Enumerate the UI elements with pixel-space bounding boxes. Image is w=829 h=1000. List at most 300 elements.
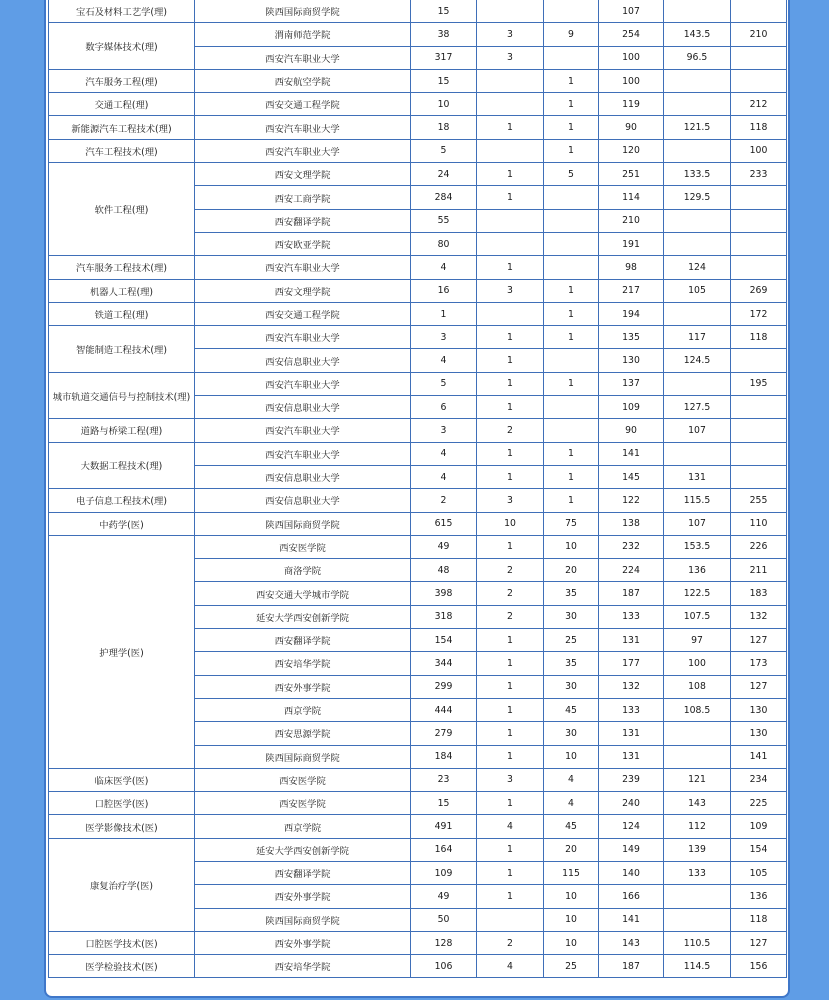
school-cell: 西安外事学院 bbox=[195, 885, 411, 908]
value-cell-7: 110.5 bbox=[664, 931, 731, 954]
value-cell-7: 114.5 bbox=[664, 955, 731, 978]
school-cell: 延安大学西安创新学院 bbox=[195, 838, 411, 861]
value-cell-8: 127 bbox=[731, 629, 787, 652]
value-cell-8: 234 bbox=[731, 768, 787, 791]
value-cell-5: 30 bbox=[544, 675, 599, 698]
admission-table bbox=[48, 0, 787, 978]
value-cell-8 bbox=[731, 256, 787, 279]
value-cell-8: 183 bbox=[731, 582, 787, 605]
value-cell-8 bbox=[731, 465, 787, 488]
value-cell-7 bbox=[664, 302, 731, 325]
value-cell-8 bbox=[731, 396, 787, 419]
school-cell: 西安文理学院 bbox=[195, 279, 411, 302]
plan-count-cell: 344 bbox=[411, 652, 477, 675]
value-cell-6: 143 bbox=[599, 931, 664, 954]
value-cell-8: 105 bbox=[731, 861, 787, 884]
value-cell-4: 1 bbox=[477, 442, 544, 465]
value-cell-6: 100 bbox=[599, 69, 664, 92]
school-cell: 西安汽车职业大学 bbox=[195, 116, 411, 139]
value-cell-6: 251 bbox=[599, 163, 664, 186]
plan-count-cell: 55 bbox=[411, 209, 477, 232]
plan-count-cell: 128 bbox=[411, 931, 477, 954]
table-row bbox=[49, 93, 787, 116]
school-cell: 西安翻译学院 bbox=[195, 209, 411, 232]
school-cell: 陕西国际商贸学院 bbox=[195, 512, 411, 535]
value-cell-5: 25 bbox=[544, 955, 599, 978]
value-cell-6: 232 bbox=[599, 535, 664, 558]
value-cell-8 bbox=[731, 442, 787, 465]
value-cell-5 bbox=[544, 349, 599, 372]
value-cell-5: 4 bbox=[544, 768, 599, 791]
major-cell: 口腔医学技术(医) bbox=[49, 931, 195, 954]
plan-count-cell: 3 bbox=[411, 419, 477, 442]
value-cell-4: 1 bbox=[477, 396, 544, 419]
school-cell: 西安航空学院 bbox=[195, 69, 411, 92]
plan-count-cell: 15 bbox=[411, 792, 477, 815]
value-cell-5: 1 bbox=[544, 69, 599, 92]
value-cell-7: 127.5 bbox=[664, 396, 731, 419]
value-cell-6: 194 bbox=[599, 302, 664, 325]
value-cell-5: 10 bbox=[544, 908, 599, 931]
value-cell-7: 97 bbox=[664, 629, 731, 652]
value-cell-6: 191 bbox=[599, 232, 664, 255]
table-row bbox=[49, 838, 787, 861]
value-cell-8: 225 bbox=[731, 792, 787, 815]
school-cell: 西安培华学院 bbox=[195, 652, 411, 675]
value-cell-7: 117 bbox=[664, 326, 731, 349]
major-cell: 新能源汽车工程技术(理) bbox=[49, 116, 195, 139]
value-cell-7 bbox=[664, 93, 731, 116]
value-cell-5: 4 bbox=[544, 792, 599, 815]
value-cell-4: 1 bbox=[477, 629, 544, 652]
table-row bbox=[49, 302, 787, 325]
value-cell-5 bbox=[544, 209, 599, 232]
value-cell-5: 9 bbox=[544, 23, 599, 46]
value-cell-7 bbox=[664, 372, 731, 395]
value-cell-8: 136 bbox=[731, 885, 787, 908]
table-row bbox=[49, 442, 787, 465]
table-body bbox=[49, 0, 787, 978]
major-cell: 口腔医学(医) bbox=[49, 792, 195, 815]
value-cell-8 bbox=[731, 209, 787, 232]
value-cell-5: 10 bbox=[544, 745, 599, 768]
value-cell-6: 131 bbox=[599, 629, 664, 652]
value-cell-8: 109 bbox=[731, 815, 787, 838]
value-cell-5 bbox=[544, 256, 599, 279]
value-cell-6: 133 bbox=[599, 605, 664, 628]
value-cell-4: 2 bbox=[477, 419, 544, 442]
value-cell-8: 173 bbox=[731, 652, 787, 675]
plan-count-cell: 109 bbox=[411, 861, 477, 884]
value-cell-4: 1 bbox=[477, 745, 544, 768]
value-cell-6: 210 bbox=[599, 209, 664, 232]
value-cell-7: 143.5 bbox=[664, 23, 731, 46]
plan-count-cell: 299 bbox=[411, 675, 477, 698]
plan-count-cell: 10 bbox=[411, 93, 477, 116]
value-cell-6: 187 bbox=[599, 955, 664, 978]
school-cell: 西京学院 bbox=[195, 698, 411, 721]
value-cell-5: 1 bbox=[544, 489, 599, 512]
value-cell-7: 121.5 bbox=[664, 116, 731, 139]
value-cell-6: 122 bbox=[599, 489, 664, 512]
value-cell-5 bbox=[544, 46, 599, 69]
plan-count-cell: 398 bbox=[411, 582, 477, 605]
school-cell: 渭南师范学院 bbox=[195, 23, 411, 46]
plan-count-cell: 491 bbox=[411, 815, 477, 838]
school-cell: 西安交通大学城市学院 bbox=[195, 582, 411, 605]
plan-count-cell: 444 bbox=[411, 698, 477, 721]
major-cell: 交通工程(理) bbox=[49, 93, 195, 116]
major-cell: 电子信息工程技术(理) bbox=[49, 489, 195, 512]
value-cell-6: 119 bbox=[599, 93, 664, 116]
value-cell-6: 130 bbox=[599, 349, 664, 372]
major-cell: 临床医学(医) bbox=[49, 768, 195, 791]
school-cell: 西安外事学院 bbox=[195, 675, 411, 698]
school-cell: 西安医学院 bbox=[195, 792, 411, 815]
major-cell: 护理学(医) bbox=[49, 535, 195, 768]
value-cell-7: 108 bbox=[664, 675, 731, 698]
major-cell: 汽车服务工程(理) bbox=[49, 69, 195, 92]
major-cell: 汽车工程技术(理) bbox=[49, 139, 195, 162]
major-cell: 数字媒体技术(理) bbox=[49, 23, 195, 70]
value-cell-4: 1 bbox=[477, 535, 544, 558]
plan-count-cell: 6 bbox=[411, 396, 477, 419]
value-cell-6: 131 bbox=[599, 745, 664, 768]
table-row bbox=[49, 163, 787, 186]
major-cell: 大数据工程技术(理) bbox=[49, 442, 195, 489]
value-cell-4: 1 bbox=[477, 652, 544, 675]
school-cell: 西安信息职业大学 bbox=[195, 396, 411, 419]
plan-count-cell: 4 bbox=[411, 256, 477, 279]
value-cell-4: 3 bbox=[477, 489, 544, 512]
value-cell-7 bbox=[664, 885, 731, 908]
plan-count-cell: 4 bbox=[411, 465, 477, 488]
value-cell-5: 35 bbox=[544, 652, 599, 675]
value-cell-4: 1 bbox=[477, 698, 544, 721]
value-cell-8 bbox=[731, 46, 787, 69]
value-cell-8 bbox=[731, 232, 787, 255]
plan-count-cell: 23 bbox=[411, 768, 477, 791]
value-cell-7 bbox=[664, 442, 731, 465]
value-cell-4: 2 bbox=[477, 559, 544, 582]
value-cell-8: 127 bbox=[731, 931, 787, 954]
plan-count-cell: 49 bbox=[411, 885, 477, 908]
value-cell-5: 1 bbox=[544, 465, 599, 488]
value-cell-4: 1 bbox=[477, 256, 544, 279]
value-cell-8: 172 bbox=[731, 302, 787, 325]
value-cell-4: 1 bbox=[477, 163, 544, 186]
value-cell-7: 124.5 bbox=[664, 349, 731, 372]
value-cell-6: 254 bbox=[599, 23, 664, 46]
value-cell-5: 20 bbox=[544, 559, 599, 582]
value-cell-5: 45 bbox=[544, 815, 599, 838]
school-cell: 商洛学院 bbox=[195, 559, 411, 582]
plan-count-cell: 16 bbox=[411, 279, 477, 302]
table-row bbox=[49, 931, 787, 954]
table-row bbox=[49, 768, 787, 791]
value-cell-8 bbox=[731, 186, 787, 209]
value-cell-4: 4 bbox=[477, 955, 544, 978]
value-cell-7: 131 bbox=[664, 465, 731, 488]
table-row bbox=[49, 489, 787, 512]
value-cell-7: 133.5 bbox=[664, 163, 731, 186]
value-cell-8 bbox=[731, 349, 787, 372]
school-cell: 西安信息职业大学 bbox=[195, 489, 411, 512]
table-row bbox=[49, 139, 787, 162]
value-cell-8: 154 bbox=[731, 838, 787, 861]
value-cell-5: 10 bbox=[544, 885, 599, 908]
major-cell: 康复治疗学(医) bbox=[49, 838, 195, 931]
value-cell-6: 138 bbox=[599, 512, 664, 535]
value-cell-5: 115 bbox=[544, 861, 599, 884]
value-cell-7: 107 bbox=[664, 512, 731, 535]
school-cell: 西安信息职业大学 bbox=[195, 349, 411, 372]
plan-count-cell: 615 bbox=[411, 512, 477, 535]
value-cell-8: 156 bbox=[731, 955, 787, 978]
value-cell-4: 3 bbox=[477, 279, 544, 302]
value-cell-8: 141 bbox=[731, 745, 787, 768]
value-cell-6: 224 bbox=[599, 559, 664, 582]
value-cell-4: 3 bbox=[477, 768, 544, 791]
plan-count-cell: 38 bbox=[411, 23, 477, 46]
value-cell-7: 100 bbox=[664, 652, 731, 675]
value-cell-8: 118 bbox=[731, 116, 787, 139]
value-cell-6: 166 bbox=[599, 885, 664, 908]
value-cell-7: 115.5 bbox=[664, 489, 731, 512]
value-cell-4 bbox=[477, 0, 544, 23]
value-cell-8: 226 bbox=[731, 535, 787, 558]
value-cell-5 bbox=[544, 396, 599, 419]
value-cell-7: 136 bbox=[664, 559, 731, 582]
plan-count-cell: 5 bbox=[411, 139, 477, 162]
value-cell-7 bbox=[664, 745, 731, 768]
value-cell-6: 124 bbox=[599, 815, 664, 838]
value-cell-8 bbox=[731, 69, 787, 92]
table-row bbox=[49, 116, 787, 139]
value-cell-4: 1 bbox=[477, 792, 544, 815]
plan-count-cell: 284 bbox=[411, 186, 477, 209]
table-row bbox=[49, 792, 787, 815]
value-cell-6: 217 bbox=[599, 279, 664, 302]
value-cell-5: 1 bbox=[544, 372, 599, 395]
plan-count-cell: 80 bbox=[411, 232, 477, 255]
value-cell-4: 2 bbox=[477, 605, 544, 628]
major-cell: 城市轨道交通信号与控制技术(理) bbox=[49, 372, 195, 419]
value-cell-4: 1 bbox=[477, 186, 544, 209]
value-cell-4: 1 bbox=[477, 372, 544, 395]
value-cell-6: 141 bbox=[599, 908, 664, 931]
school-cell: 西安汽车职业大学 bbox=[195, 326, 411, 349]
value-cell-4: 1 bbox=[477, 326, 544, 349]
value-cell-8: 210 bbox=[731, 23, 787, 46]
value-cell-7: 153.5 bbox=[664, 535, 731, 558]
value-cell-7: 107 bbox=[664, 419, 731, 442]
value-cell-7: 129.5 bbox=[664, 186, 731, 209]
school-cell: 西安思源学院 bbox=[195, 722, 411, 745]
value-cell-5: 30 bbox=[544, 722, 599, 745]
major-cell: 道路与桥梁工程(理) bbox=[49, 419, 195, 442]
value-cell-7: 143 bbox=[664, 792, 731, 815]
school-cell: 西安交通工程学院 bbox=[195, 93, 411, 116]
value-cell-7: 105 bbox=[664, 279, 731, 302]
value-cell-8: 195 bbox=[731, 372, 787, 395]
major-cell: 宝石及材料工艺学(理) bbox=[49, 0, 195, 23]
table-row bbox=[49, 372, 787, 395]
value-cell-8: 130 bbox=[731, 698, 787, 721]
value-cell-4: 1 bbox=[477, 675, 544, 698]
value-cell-7: 121 bbox=[664, 768, 731, 791]
value-cell-8 bbox=[731, 419, 787, 442]
school-cell: 西安翻译学院 bbox=[195, 629, 411, 652]
value-cell-6: 98 bbox=[599, 256, 664, 279]
table-row bbox=[49, 0, 787, 23]
value-cell-7: 107.5 bbox=[664, 605, 731, 628]
major-cell: 智能制造工程技术(理) bbox=[49, 326, 195, 373]
value-cell-6: 100 bbox=[599, 46, 664, 69]
value-cell-5: 5 bbox=[544, 163, 599, 186]
value-cell-5: 20 bbox=[544, 838, 599, 861]
value-cell-7 bbox=[664, 209, 731, 232]
value-cell-6: 145 bbox=[599, 465, 664, 488]
school-cell: 西安外事学院 bbox=[195, 931, 411, 954]
plan-count-cell: 164 bbox=[411, 838, 477, 861]
value-cell-5 bbox=[544, 419, 599, 442]
school-cell: 西安培华学院 bbox=[195, 955, 411, 978]
plan-count-cell: 15 bbox=[411, 69, 477, 92]
value-cell-4: 3 bbox=[477, 23, 544, 46]
school-cell: 西安汽车职业大学 bbox=[195, 46, 411, 69]
value-cell-7 bbox=[664, 232, 731, 255]
admission-table-card bbox=[44, 0, 790, 998]
value-cell-5: 75 bbox=[544, 512, 599, 535]
value-cell-4: 1 bbox=[477, 861, 544, 884]
value-cell-8: 233 bbox=[731, 163, 787, 186]
school-cell: 西安汽车职业大学 bbox=[195, 139, 411, 162]
school-cell: 西安医学院 bbox=[195, 768, 411, 791]
value-cell-5: 1 bbox=[544, 442, 599, 465]
value-cell-4 bbox=[477, 69, 544, 92]
value-cell-6: 135 bbox=[599, 326, 664, 349]
table-row bbox=[49, 535, 787, 558]
value-cell-4 bbox=[477, 908, 544, 931]
school-cell: 西安医学院 bbox=[195, 535, 411, 558]
plan-count-cell: 318 bbox=[411, 605, 477, 628]
value-cell-5 bbox=[544, 0, 599, 23]
value-cell-6: 133 bbox=[599, 698, 664, 721]
table-row bbox=[49, 512, 787, 535]
value-cell-5: 45 bbox=[544, 698, 599, 721]
plan-count-cell: 15 bbox=[411, 0, 477, 23]
school-cell: 西安欧亚学院 bbox=[195, 232, 411, 255]
value-cell-5: 1 bbox=[544, 326, 599, 349]
value-cell-8: 100 bbox=[731, 139, 787, 162]
value-cell-7: 139 bbox=[664, 838, 731, 861]
school-cell: 西安汽车职业大学 bbox=[195, 372, 411, 395]
school-cell: 延安大学西安创新学院 bbox=[195, 605, 411, 628]
value-cell-4: 4 bbox=[477, 815, 544, 838]
value-cell-6: 120 bbox=[599, 139, 664, 162]
value-cell-5: 35 bbox=[544, 582, 599, 605]
major-cell: 铁道工程(理) bbox=[49, 302, 195, 325]
school-cell: 陕西国际商贸学院 bbox=[195, 745, 411, 768]
plan-count-cell: 50 bbox=[411, 908, 477, 931]
value-cell-4: 1 bbox=[477, 838, 544, 861]
value-cell-8: 118 bbox=[731, 908, 787, 931]
value-cell-4: 2 bbox=[477, 582, 544, 605]
plan-count-cell: 1 bbox=[411, 302, 477, 325]
value-cell-5 bbox=[544, 186, 599, 209]
value-cell-7 bbox=[664, 139, 731, 162]
value-cell-6: 141 bbox=[599, 442, 664, 465]
value-cell-8: 118 bbox=[731, 326, 787, 349]
major-cell: 中药学(医) bbox=[49, 512, 195, 535]
value-cell-7 bbox=[664, 722, 731, 745]
value-cell-4 bbox=[477, 93, 544, 116]
value-cell-8: 212 bbox=[731, 93, 787, 116]
value-cell-4 bbox=[477, 232, 544, 255]
value-cell-4: 1 bbox=[477, 722, 544, 745]
value-cell-4: 1 bbox=[477, 116, 544, 139]
value-cell-7 bbox=[664, 69, 731, 92]
school-cell: 西安翻译学院 bbox=[195, 861, 411, 884]
value-cell-6: 109 bbox=[599, 396, 664, 419]
plan-count-cell: 279 bbox=[411, 722, 477, 745]
plan-count-cell: 184 bbox=[411, 745, 477, 768]
plan-count-cell: 106 bbox=[411, 955, 477, 978]
plan-count-cell: 3 bbox=[411, 326, 477, 349]
value-cell-6: 132 bbox=[599, 675, 664, 698]
value-cell-5 bbox=[544, 232, 599, 255]
value-cell-6: 187 bbox=[599, 582, 664, 605]
value-cell-4: 2 bbox=[477, 931, 544, 954]
table-row bbox=[49, 279, 787, 302]
plan-count-cell: 18 bbox=[411, 116, 477, 139]
value-cell-4: 10 bbox=[477, 512, 544, 535]
school-cell: 陕西国际商贸学院 bbox=[195, 0, 411, 23]
plan-count-cell: 49 bbox=[411, 535, 477, 558]
value-cell-6: 177 bbox=[599, 652, 664, 675]
table-row bbox=[49, 419, 787, 442]
value-cell-4: 3 bbox=[477, 46, 544, 69]
value-cell-8: 130 bbox=[731, 722, 787, 745]
value-cell-4: 1 bbox=[477, 465, 544, 488]
table-row bbox=[49, 69, 787, 92]
value-cell-5: 25 bbox=[544, 629, 599, 652]
value-cell-6: 107 bbox=[599, 0, 664, 23]
value-cell-8: 211 bbox=[731, 559, 787, 582]
school-cell: 西安汽车职业大学 bbox=[195, 442, 411, 465]
value-cell-8: 255 bbox=[731, 489, 787, 512]
plan-count-cell: 4 bbox=[411, 442, 477, 465]
school-cell: 西安文理学院 bbox=[195, 163, 411, 186]
value-cell-7: 133 bbox=[664, 861, 731, 884]
value-cell-7 bbox=[664, 0, 731, 23]
school-cell: 西安汽车职业大学 bbox=[195, 256, 411, 279]
plan-count-cell: 154 bbox=[411, 629, 477, 652]
table-row bbox=[49, 23, 787, 46]
value-cell-5: 1 bbox=[544, 93, 599, 116]
school-cell: 陕西国际商贸学院 bbox=[195, 908, 411, 931]
value-cell-6: 137 bbox=[599, 372, 664, 395]
value-cell-4 bbox=[477, 209, 544, 232]
value-cell-8: 269 bbox=[731, 279, 787, 302]
major-cell: 机器人工程(理) bbox=[49, 279, 195, 302]
major-cell: 医学检验技术(医) bbox=[49, 955, 195, 978]
value-cell-4 bbox=[477, 302, 544, 325]
school-cell: 西安工商学院 bbox=[195, 186, 411, 209]
value-cell-6: 114 bbox=[599, 186, 664, 209]
value-cell-6: 90 bbox=[599, 419, 664, 442]
